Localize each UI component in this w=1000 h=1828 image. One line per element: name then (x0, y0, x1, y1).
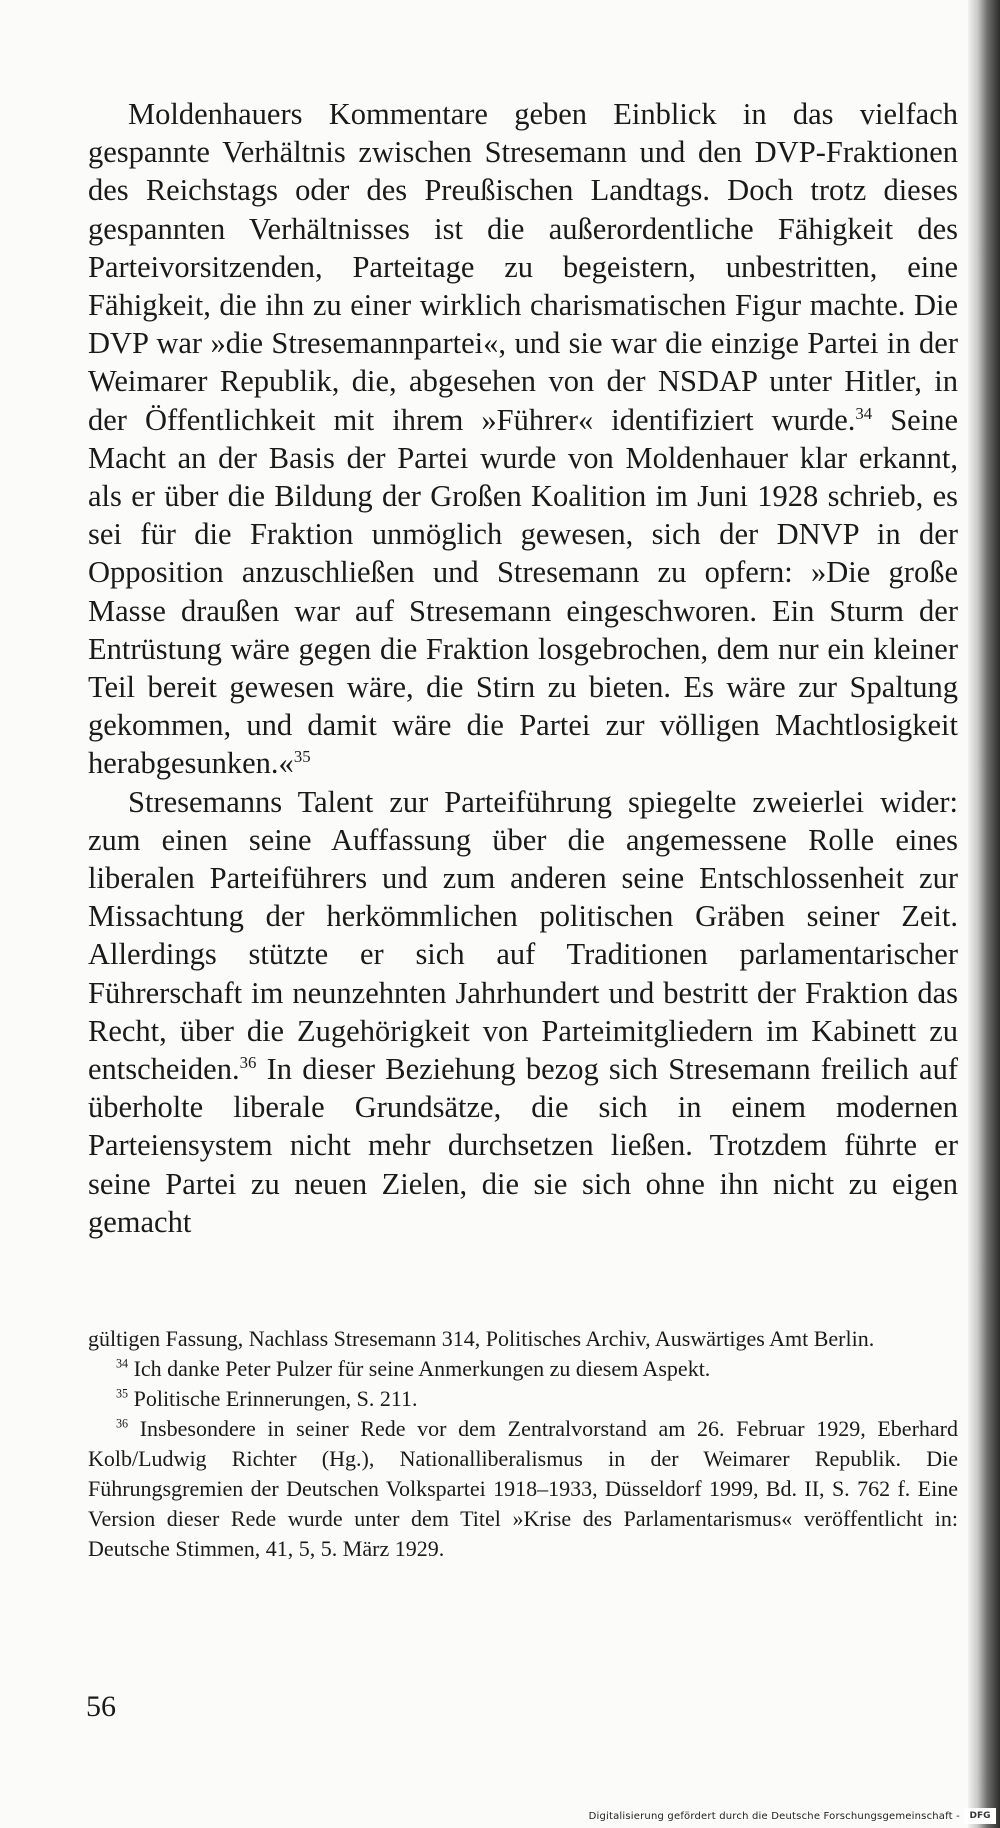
paragraph-1: Moldenhauers Kommentare geben Einblick in das vielfach gespannte Verhältnis zwischen Stresemann und den DVP-Fraktionen des Reichstags oder des Preußischen Landtags. Doch trotz dieses gespannten Verhältnisses ist die außerordentliche Fähigkeit des Parteivorsitzenden, Parteitage zu begeistern, unbestritten, eine Fähigkeit, die ihn zu einer wirklich charismatischen Figur machte. Die DVP war »die Stresemannpartei«, und sie war die einzige Partei in der Weimarer Republik, die, abgesehen von der NSDAP unter Hitler, in der Öffentlichkeit mit ihrem »Führer« identifiziert wurde.$^{34}$ Seine Macht an der Basis der Partei wurde von Moldenhauer klar erkannt, als er über die Bildung der Großen Koalition im Juni 1928 schrieb, es sei für die Fraktion unmöglich gewesen, sich der DNVP in der Opposition anzuschließen und Stresemann zu opfern: »Die große Masse draußen war auf Stresemann eingeschworen. Ein Sturm der Entrüstung wäre gegen die Fraktion losgebrochen, dem nur ein kleiner Teil bereit gewesen wäre, die Stirn zu bieten. Es wäre zur Spaltung gekommen, und damit wäre die Partei zur völligen Machtlosigkeit herabgesunken.«$^{35}$ (88, 97, 958, 781)
book-spine-shadow (968, 0, 1000, 1828)
page-number: 56 (86, 1690, 116, 1723)
footnote-36: $^{36}$ Insbesondere in seiner Rede vor dem Zentralvorstand am 26. Februar 1929, Eberhard Kolb/Ludwig Richter (Hg.), Nationalliberalismus in der Weimarer Republik. Die Führungsgremien der Deutschen Volkspartei 1918–1933, Düsseldorf 1999, Bd. II, S. 762 f. Eine Version dieser Rede wurde unter dem Titel »Krise des Parlamentarismus« veröffentlicht in: Deutsche Stimmen, 41, 5, 5. März 1929. (88, 1416, 958, 1561)
footnote-35: $^{35}$ Politische Erinnerungen, S. 211. (116, 1386, 418, 1411)
footnote-ref-36: 36 (239, 1052, 257, 1072)
dfg-logo: DFG (964, 1808, 996, 1824)
main-text (88, 95, 958, 1241)
footnote-ref-34: 34 (855, 403, 873, 423)
footnote-continued: gültigen Fassung, Nachlass Stresemann 314, Politisches Archiv, Auswärtiges Amt Berlin. (88, 1326, 875, 1351)
footnote-34: $^{34}$ Ich danke Peter Pulzer für seine Anmerkungen zu diesem Aspekt. (116, 1356, 711, 1381)
footnote-ref-35: 35 (293, 747, 311, 767)
digitization-note: Digitalisierung gefördert durch die Deutsche Forschungsgemeinschaft - (588, 1811, 960, 1822)
footnotes (88, 1324, 958, 1564)
paragraph-2: Stresemanns Talent zur Parteiführung spiegelte zweierlei wider: zum einen seine Auffassung über die angemessene Rolle eines liberalen Parteiführers und zum anderen seine Entschlossenheit zur Missachtung der herkömmlichen politischen Gräben seiner Zeit. Allerdings stützte er sich auf Traditionen parlamentarischer Führerschaft im neunzehnten Jahrhundert und bestritt der Fraktion das Recht, über die Zugehörigkeit von Parteimitgliedern im Kabinett zu entscheiden.$^{36}$ In dieser Beziehung bezog sich Stresemann freilich auf überholte liberale Grundsätze, die sich in einem modernen Parteiensystem nicht mehr durchsetzen ließen. Trotzdem führte er seine Partei zu neuen Zielen, die sie sich ohne ihn nicht zu eigen gemacht (88, 784, 958, 1239)
